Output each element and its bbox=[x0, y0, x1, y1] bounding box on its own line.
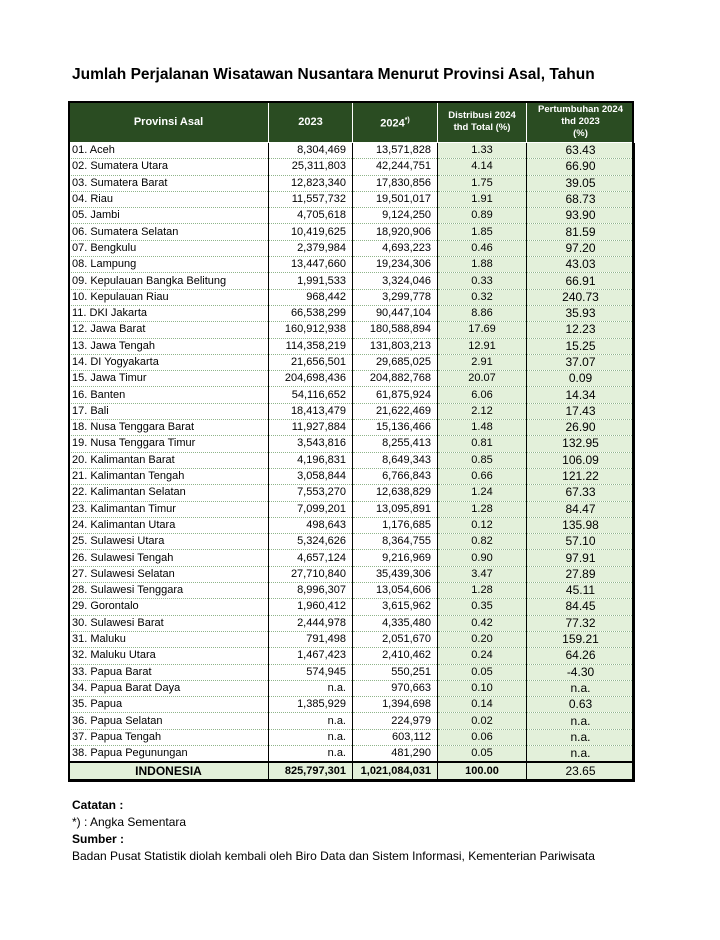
table-body bbox=[69, 143, 635, 763]
cell-y2024: 13,571,828 bbox=[353, 143, 438, 159]
cell-distribusi: 2.91 bbox=[438, 354, 527, 370]
cell-provinsi: 34. Papua Barat Daya bbox=[69, 680, 269, 696]
table-row bbox=[69, 534, 635, 550]
cell-pertumbuhan: 39.05 bbox=[527, 175, 635, 191]
header-pertumbuhan-line3: (%) bbox=[573, 128, 588, 139]
cell-pertumbuhan: n.a. bbox=[527, 745, 635, 762]
cell-distribusi: 1.75 bbox=[438, 175, 527, 191]
cell-provinsi: 06. Sumatera Selatan bbox=[69, 224, 269, 240]
cell-pertumbuhan: 132.95 bbox=[527, 436, 635, 452]
header-distribusi-line1: Distribusi 2024 bbox=[448, 110, 516, 121]
cell-y2024: 13,095,891 bbox=[353, 501, 438, 517]
cell-provinsi: 24. Kalimantan Utara bbox=[69, 517, 269, 533]
table-row bbox=[69, 729, 635, 745]
cell-y2023: 1,960,412 bbox=[269, 599, 353, 615]
cell-provinsi: 28. Sulawesi Tenggara bbox=[69, 583, 269, 599]
cell-distribusi: 1.88 bbox=[438, 257, 527, 273]
cell-y2024: 3,299,778 bbox=[353, 289, 438, 305]
cell-pertumbuhan: 84.47 bbox=[527, 501, 635, 517]
cell-y2023: 18,413,479 bbox=[269, 403, 353, 419]
cell-provinsi: 35. Papua bbox=[69, 697, 269, 713]
cell-y2024: 42,244,751 bbox=[353, 159, 438, 175]
cell-pertumbuhan: 12.23 bbox=[527, 322, 635, 338]
cell-y2024: 8,649,343 bbox=[353, 452, 438, 468]
cell-provinsi: 36. Papua Selatan bbox=[69, 713, 269, 729]
table-row bbox=[69, 273, 635, 289]
table-row bbox=[69, 501, 635, 517]
table-row bbox=[69, 615, 635, 631]
cell-y2023: 12,823,340 bbox=[269, 175, 353, 191]
cell-y2024: 3,324,046 bbox=[353, 273, 438, 289]
cell-pertumbuhan: 43.03 bbox=[527, 257, 635, 273]
cell-y2023: 8,996,307 bbox=[269, 583, 353, 599]
catatan-label: Catatan : bbox=[72, 798, 124, 812]
cell-y2023: 1,467,423 bbox=[269, 648, 353, 664]
cell-y2023: 3,058,844 bbox=[269, 468, 353, 484]
cell-pertumbuhan: 240.73 bbox=[527, 289, 635, 305]
table-row bbox=[69, 224, 635, 240]
cell-provinsi: 22. Kalimantan Selatan bbox=[69, 485, 269, 501]
cell-provinsi: 19. Nusa Tenggara Timur bbox=[69, 436, 269, 452]
cell-distribusi: 0.82 bbox=[438, 534, 527, 550]
cell-y2024: 35,439,306 bbox=[353, 566, 438, 582]
cell-y2024: 29,685,025 bbox=[353, 354, 438, 370]
cell-y2023: 8,304,469 bbox=[269, 143, 353, 159]
total-distribusi: 100.00 bbox=[438, 762, 527, 781]
cell-provinsi: 29. Gorontalo bbox=[69, 599, 269, 615]
header-pertumbuhan-line2: thd 2023 bbox=[561, 116, 600, 127]
table-row bbox=[69, 583, 635, 599]
cell-distribusi: 0.10 bbox=[438, 680, 527, 696]
cell-provinsi: 37. Papua Tengah bbox=[69, 729, 269, 745]
cell-y2024: 131,803,213 bbox=[353, 338, 438, 354]
cell-y2024: 61,875,924 bbox=[353, 387, 438, 403]
cell-provinsi: 32. Maluku Utara bbox=[69, 648, 269, 664]
cell-y2023: 5,324,626 bbox=[269, 534, 353, 550]
cell-y2023: n.a. bbox=[269, 745, 353, 762]
cell-pertumbuhan: 93.90 bbox=[527, 208, 635, 224]
cell-provinsi: 17. Bali bbox=[69, 403, 269, 419]
cell-distribusi: 0.14 bbox=[438, 697, 527, 713]
table-row bbox=[69, 680, 635, 696]
total-pertumbuhan: 23.65 bbox=[527, 762, 635, 781]
cell-provinsi: 20. Kalimantan Barat bbox=[69, 452, 269, 468]
cell-y2024: 603,112 bbox=[353, 729, 438, 745]
cell-distribusi: 0.35 bbox=[438, 599, 527, 615]
cell-y2023: n.a. bbox=[269, 729, 353, 745]
table-row bbox=[69, 713, 635, 729]
sumber-label: Sumber : bbox=[72, 832, 125, 846]
cell-y2023: 114,358,219 bbox=[269, 338, 353, 354]
cell-distribusi: 0.89 bbox=[438, 208, 527, 224]
header-2023: 2023 bbox=[269, 102, 353, 143]
cell-pertumbuhan: 0.09 bbox=[527, 371, 635, 387]
cell-pertumbuhan: 106.09 bbox=[527, 452, 635, 468]
table-row bbox=[69, 322, 635, 338]
cell-y2023: 2,444,978 bbox=[269, 615, 353, 631]
cell-distribusi: 2.12 bbox=[438, 403, 527, 419]
cell-y2024: 15,136,466 bbox=[353, 420, 438, 436]
table-row bbox=[69, 289, 635, 305]
cell-pertumbuhan: 135.98 bbox=[527, 517, 635, 533]
table-row bbox=[69, 436, 635, 452]
cell-pertumbuhan: 97.20 bbox=[527, 240, 635, 256]
cell-pertumbuhan: 81.59 bbox=[527, 224, 635, 240]
cell-y2023: 160,912,938 bbox=[269, 322, 353, 338]
table-row bbox=[69, 631, 635, 647]
table-row bbox=[69, 240, 635, 256]
table-row bbox=[69, 517, 635, 533]
cell-provinsi: 03. Sumatera Barat bbox=[69, 175, 269, 191]
table-row bbox=[69, 387, 635, 403]
cell-distribusi: 1.91 bbox=[438, 191, 527, 207]
cell-y2024: 8,255,413 bbox=[353, 436, 438, 452]
cell-provinsi: 04. Riau bbox=[69, 191, 269, 207]
cell-pertumbuhan: 63.43 bbox=[527, 143, 635, 159]
cell-y2023: n.a. bbox=[269, 680, 353, 696]
total-2024: 1,021,084,031 bbox=[353, 762, 438, 781]
cell-distribusi: 0.05 bbox=[438, 745, 527, 762]
cell-y2023: 25,311,803 bbox=[269, 159, 353, 175]
table-row bbox=[69, 159, 635, 175]
cell-distribusi: 4.14 bbox=[438, 159, 527, 175]
table-row bbox=[69, 143, 635, 159]
cell-provinsi: 26. Sulawesi Tengah bbox=[69, 550, 269, 566]
cell-pertumbuhan: n.a. bbox=[527, 729, 635, 745]
cell-distribusi: 0.33 bbox=[438, 273, 527, 289]
table-row bbox=[69, 175, 635, 191]
cell-provinsi: 10. Kepulauan Riau bbox=[69, 289, 269, 305]
cell-pertumbuhan: 35.93 bbox=[527, 305, 635, 321]
cell-provinsi: 11. DKI Jakarta bbox=[69, 305, 269, 321]
cell-y2023: 13,447,660 bbox=[269, 257, 353, 273]
cell-y2024: 970,663 bbox=[353, 680, 438, 696]
cell-provinsi: 31. Maluku bbox=[69, 631, 269, 647]
cell-pertumbuhan: 67.33 bbox=[527, 485, 635, 501]
cell-distribusi: 0.24 bbox=[438, 648, 527, 664]
cell-y2024: 4,693,223 bbox=[353, 240, 438, 256]
cell-distribusi: 0.06 bbox=[438, 729, 527, 745]
cell-distribusi: 0.12 bbox=[438, 517, 527, 533]
cell-provinsi: 25. Sulawesi Utara bbox=[69, 534, 269, 550]
cell-distribusi: 8.86 bbox=[438, 305, 527, 321]
cell-pertumbuhan: 77.32 bbox=[527, 615, 635, 631]
cell-provinsi: 30. Sulawesi Barat bbox=[69, 615, 269, 631]
header-distribusi bbox=[438, 102, 527, 143]
cell-distribusi: 0.85 bbox=[438, 452, 527, 468]
cell-y2024: 19,501,017 bbox=[353, 191, 438, 207]
cell-y2024: 481,290 bbox=[353, 745, 438, 762]
cell-distribusi: 1.24 bbox=[438, 485, 527, 501]
table-row bbox=[69, 305, 635, 321]
cell-pertumbuhan: 0.63 bbox=[527, 697, 635, 713]
cell-pertumbuhan: 57.10 bbox=[527, 534, 635, 550]
cell-y2024: 224,979 bbox=[353, 713, 438, 729]
cell-pertumbuhan: 97.91 bbox=[527, 550, 635, 566]
cell-y2024: 2,410,462 bbox=[353, 648, 438, 664]
cell-y2024: 17,830,856 bbox=[353, 175, 438, 191]
cell-pertumbuhan: 27.89 bbox=[527, 566, 635, 582]
table-row bbox=[69, 452, 635, 468]
cell-provinsi: 23. Kalimantan Timur bbox=[69, 501, 269, 517]
cell-y2023: 2,379,984 bbox=[269, 240, 353, 256]
cell-provinsi: 27. Sulawesi Selatan bbox=[69, 566, 269, 582]
cell-pertumbuhan: 64.26 bbox=[527, 648, 635, 664]
cell-y2024: 3,615,962 bbox=[353, 599, 438, 615]
cell-y2023: 204,698,436 bbox=[269, 371, 353, 387]
cell-y2024: 90,447,104 bbox=[353, 305, 438, 321]
table-row bbox=[69, 208, 635, 224]
cell-y2023: 3,543,816 bbox=[269, 436, 353, 452]
cell-y2024: 12,638,829 bbox=[353, 485, 438, 501]
cell-y2024: 180,588,894 bbox=[353, 322, 438, 338]
cell-y2023: 7,099,201 bbox=[269, 501, 353, 517]
header-distribusi-line2: thd Total (%) bbox=[453, 122, 511, 133]
cell-provinsi: 07. Bengkulu bbox=[69, 240, 269, 256]
table-row bbox=[69, 648, 635, 664]
table-row bbox=[69, 550, 635, 566]
cell-provinsi: 21. Kalimantan Tengah bbox=[69, 468, 269, 484]
cell-pertumbuhan: n.a. bbox=[527, 680, 635, 696]
cell-distribusi: 1.28 bbox=[438, 583, 527, 599]
cell-distribusi: 0.90 bbox=[438, 550, 527, 566]
cell-distribusi: 0.46 bbox=[438, 240, 527, 256]
table-row bbox=[69, 420, 635, 436]
cell-y2023: 66,538,299 bbox=[269, 305, 353, 321]
cell-distribusi: 0.05 bbox=[438, 664, 527, 680]
cell-y2024: 204,882,768 bbox=[353, 371, 438, 387]
cell-distribusi: 17.69 bbox=[438, 322, 527, 338]
table-row bbox=[69, 745, 635, 762]
cell-provinsi: 18. Nusa Tenggara Barat bbox=[69, 420, 269, 436]
cell-distribusi: 1.48 bbox=[438, 420, 527, 436]
cell-provinsi: 09. Kepulauan Bangka Belitung bbox=[69, 273, 269, 289]
data-table bbox=[68, 101, 635, 782]
table-row bbox=[69, 697, 635, 713]
cell-pertumbuhan: 68.73 bbox=[527, 191, 635, 207]
cell-y2023: 7,553,270 bbox=[269, 485, 353, 501]
cell-distribusi: 0.20 bbox=[438, 631, 527, 647]
table-total-row bbox=[69, 762, 635, 781]
cell-distribusi: 0.32 bbox=[438, 289, 527, 305]
cell-distribusi: 1.33 bbox=[438, 143, 527, 159]
cell-provinsi: 13. Jawa Tengah bbox=[69, 338, 269, 354]
cell-y2024: 9,216,969 bbox=[353, 550, 438, 566]
cell-provinsi: 16. Banten bbox=[69, 387, 269, 403]
cell-distribusi: 1.85 bbox=[438, 224, 527, 240]
cell-y2024: 18,920,906 bbox=[353, 224, 438, 240]
cell-y2024: 2,051,670 bbox=[353, 631, 438, 647]
cell-y2023: 4,657,124 bbox=[269, 550, 353, 566]
cell-pertumbuhan: 45.11 bbox=[527, 583, 635, 599]
cell-y2024: 550,251 bbox=[353, 664, 438, 680]
cell-distribusi: 0.42 bbox=[438, 615, 527, 631]
cell-pertumbuhan: 84.45 bbox=[527, 599, 635, 615]
cell-distribusi: 20.07 bbox=[438, 371, 527, 387]
header-2024 bbox=[353, 102, 438, 143]
table-row bbox=[69, 664, 635, 680]
cell-provinsi: 14. DI Yogyakarta bbox=[69, 354, 269, 370]
cell-distribusi: 0.66 bbox=[438, 468, 527, 484]
table-row bbox=[69, 191, 635, 207]
cell-distribusi: 0.02 bbox=[438, 713, 527, 729]
cell-distribusi: 12.91 bbox=[438, 338, 527, 354]
header-2024-label: 2024 bbox=[380, 117, 405, 130]
cell-y2024: 6,766,843 bbox=[353, 468, 438, 484]
header-provinsi: Provinsi Asal bbox=[69, 102, 269, 143]
total-2023: 825,797,301 bbox=[269, 762, 353, 781]
cell-pertumbuhan: 14.34 bbox=[527, 387, 635, 403]
cell-y2023: 4,196,831 bbox=[269, 452, 353, 468]
cell-y2024: 9,124,250 bbox=[353, 208, 438, 224]
cell-distribusi: 6.06 bbox=[438, 387, 527, 403]
cell-distribusi: 0.81 bbox=[438, 436, 527, 452]
cell-y2023: 4,705,618 bbox=[269, 208, 353, 224]
sumber-text: Badan Pusat Statistik diolah kembali oleh Biro Data dan Sistem Informasi, Kementerian Pariwisata bbox=[72, 849, 595, 863]
cell-pertumbuhan: 66.91 bbox=[527, 273, 635, 289]
cell-y2023: 27,710,840 bbox=[269, 566, 353, 582]
cell-pertumbuhan: 15.25 bbox=[527, 338, 635, 354]
cell-pertumbuhan: 37.07 bbox=[527, 354, 635, 370]
cell-y2023: 968,442 bbox=[269, 289, 353, 305]
table-row bbox=[69, 599, 635, 615]
cell-pertumbuhan: n.a. bbox=[527, 713, 635, 729]
table-row bbox=[69, 371, 635, 387]
cell-distribusi: 1.28 bbox=[438, 501, 527, 517]
cell-provinsi: 01. Aceh bbox=[69, 143, 269, 159]
cell-pertumbuhan: 66.90 bbox=[527, 159, 635, 175]
cell-provinsi: 15. Jawa Timur bbox=[69, 371, 269, 387]
cell-y2024: 13,054,606 bbox=[353, 583, 438, 599]
cell-y2024: 4,335,480 bbox=[353, 615, 438, 631]
cell-y2023: 11,927,884 bbox=[269, 420, 353, 436]
notes-section bbox=[72, 797, 595, 865]
cell-y2023: 21,656,501 bbox=[269, 354, 353, 370]
cell-y2023: 1,385,929 bbox=[269, 697, 353, 713]
catatan-text: *) : Angka Sementara bbox=[72, 815, 187, 829]
cell-pertumbuhan: 159.21 bbox=[527, 631, 635, 647]
table-header-row bbox=[69, 102, 635, 143]
cell-y2024: 1,176,685 bbox=[353, 517, 438, 533]
header-2024-footnote: *) bbox=[404, 116, 410, 124]
page-title: Jumlah Perjalanan Wisatawan Nusantara Menurut Provinsi Asal, Tahun bbox=[72, 66, 595, 83]
table-row bbox=[69, 403, 635, 419]
cell-y2023: n.a. bbox=[269, 713, 353, 729]
cell-y2024: 1,394,698 bbox=[353, 697, 438, 713]
table-row bbox=[69, 485, 635, 501]
cell-provinsi: 38. Papua Pegunungan bbox=[69, 745, 269, 762]
cell-y2023: 574,945 bbox=[269, 664, 353, 680]
table-row bbox=[69, 257, 635, 273]
cell-provinsi: 33. Papua Barat bbox=[69, 664, 269, 680]
cell-pertumbuhan: 121.22 bbox=[527, 468, 635, 484]
cell-y2023: 1,991,533 bbox=[269, 273, 353, 289]
cell-y2023: 11,557,732 bbox=[269, 191, 353, 207]
cell-y2023: 10,419,625 bbox=[269, 224, 353, 240]
table-row bbox=[69, 354, 635, 370]
cell-distribusi: 3.47 bbox=[438, 566, 527, 582]
table-row bbox=[69, 338, 635, 354]
cell-provinsi: 08. Lampung bbox=[69, 257, 269, 273]
cell-provinsi: 02. Sumatera Utara bbox=[69, 159, 269, 175]
cell-y2024: 19,234,306 bbox=[353, 257, 438, 273]
cell-y2024: 8,364,755 bbox=[353, 534, 438, 550]
cell-y2023: 54,116,652 bbox=[269, 387, 353, 403]
cell-pertumbuhan: 17.43 bbox=[527, 403, 635, 419]
cell-y2023: 791,498 bbox=[269, 631, 353, 647]
table-row bbox=[69, 468, 635, 484]
cell-provinsi: 12. Jawa Barat bbox=[69, 322, 269, 338]
cell-pertumbuhan: -4.30 bbox=[527, 664, 635, 680]
cell-pertumbuhan: 26.90 bbox=[527, 420, 635, 436]
cell-y2024: 21,622,469 bbox=[353, 403, 438, 419]
header-pertumbuhan bbox=[527, 102, 635, 143]
cell-provinsi: 05. Jambi bbox=[69, 208, 269, 224]
header-pertumbuhan-line1: Pertumbuhan 2024 bbox=[538, 104, 623, 115]
table-row bbox=[69, 566, 635, 582]
cell-y2023: 498,643 bbox=[269, 517, 353, 533]
total-provinsi: INDONESIA bbox=[69, 762, 269, 781]
